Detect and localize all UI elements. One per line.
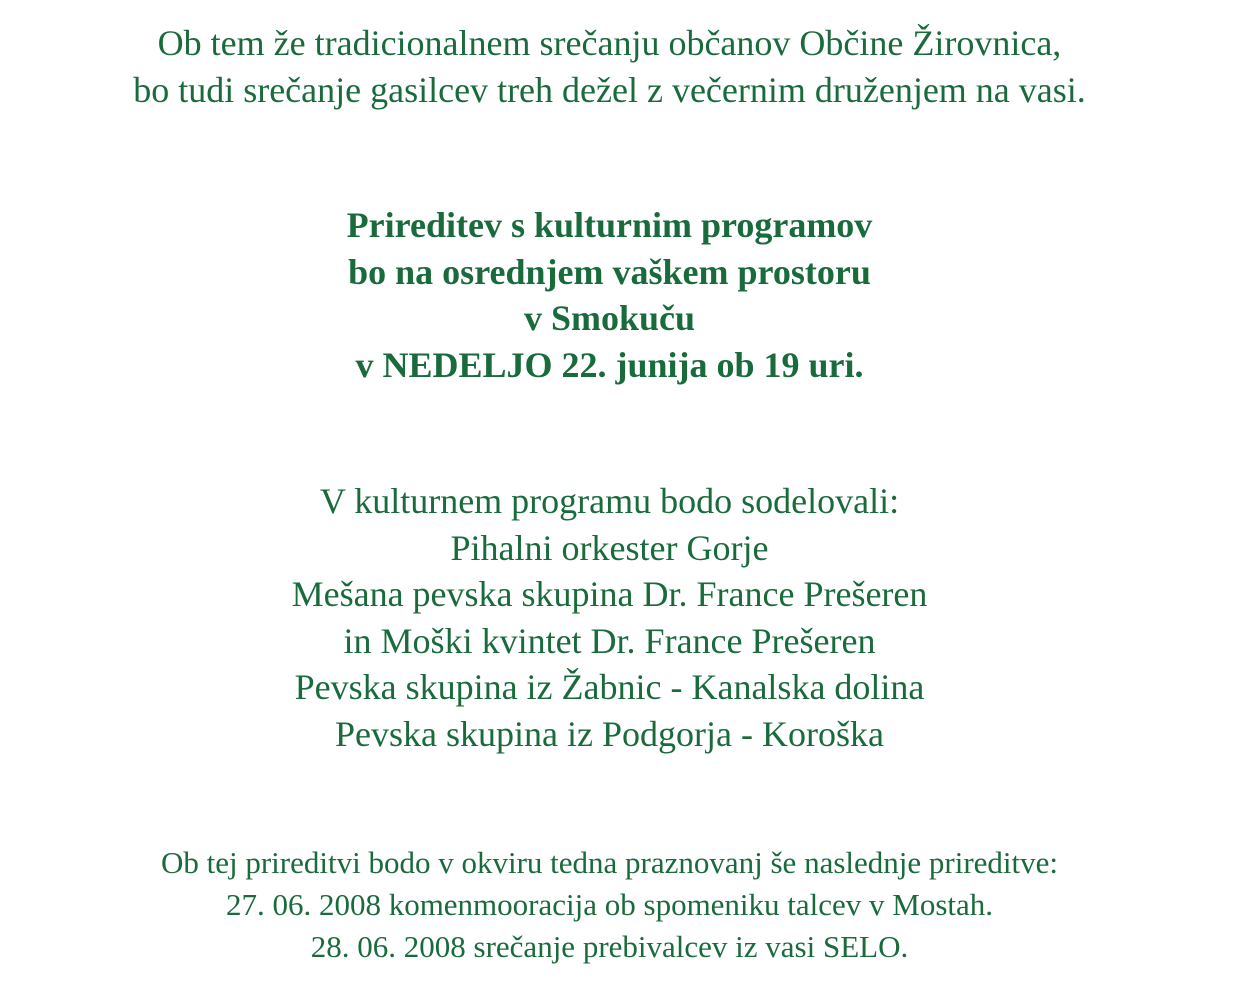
performer-item: Pevska skupina iz Podgorja - Koroška: [335, 713, 884, 754]
performer-item: in Moški kvintet Dr. France Prešeren: [343, 620, 876, 661]
performer-item: Pevska skupina iz Žabnic - Kanalska dolina: [294, 667, 925, 707]
intro-line-1: Ob tem že tradicionalnem srečanju občanov Občine Žirovnica,: [157, 23, 1062, 63]
event-date-line: v NEDELJO 22. junija ob 19 uri.: [355, 344, 864, 385]
event-location-line: bo na osrednjem vaškem prostoru: [348, 251, 871, 292]
program-heading: V kulturnem programu bodo sodelovali:: [319, 481, 900, 521]
event-title-line: Prireditev s kulturnim programov: [346, 205, 873, 245]
additional-events: [0, 842, 1219, 968]
event-announcement: [0, 202, 1219, 388]
additional-event-item: 28. 06. 2008 srečanje prebivalcev iz vasi SELO.: [310, 929, 909, 964]
additional-event-item: 27. 06. 2008 komenmooracija ob spomeniku talcev v Mostah.: [225, 887, 994, 922]
program-section: [0, 478, 1219, 757]
additional-events-intro: Ob tej prireditvi bodo v okviru tedna praznovanj še naslednje prireditve:: [160, 845, 1059, 880]
event-place-line: v Smokuču: [523, 298, 696, 338]
intro-paragraph: [0, 20, 1219, 114]
performer-item: Pihalni orkester Gorje: [450, 527, 769, 568]
intro-line-2: bo tudi srečanje gasilcev treh dežel z večernim druženjem na vasi.: [133, 70, 1086, 110]
performer-item: Mešana pevska skupina Dr. France Prešeren: [291, 574, 928, 614]
